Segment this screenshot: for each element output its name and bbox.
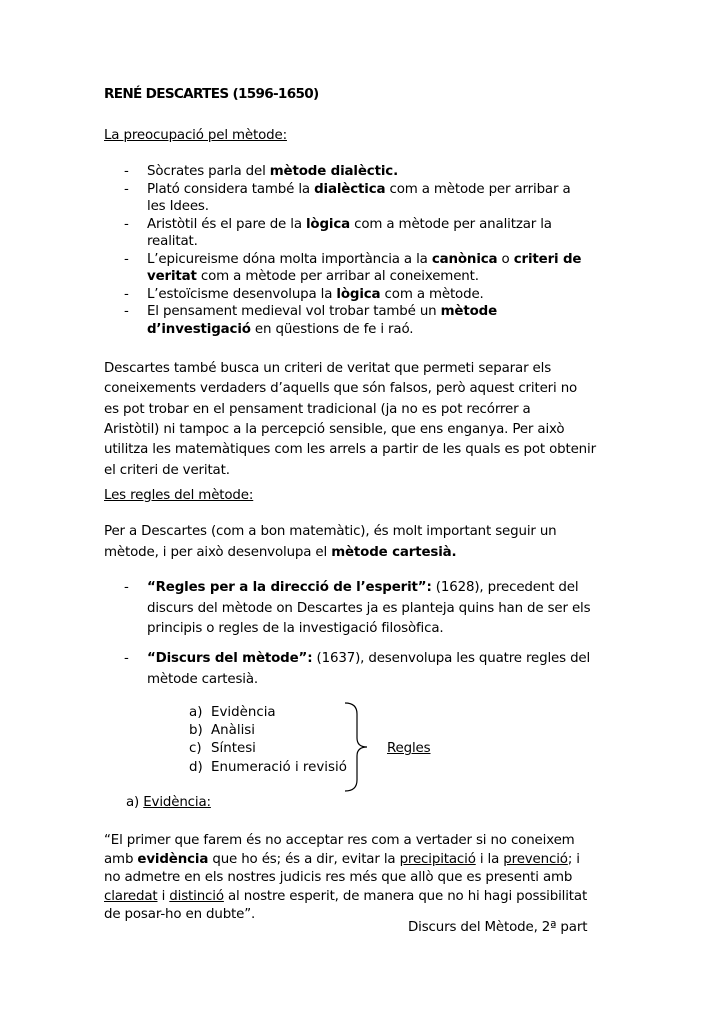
rule-marker: c) <box>189 741 202 757</box>
list-bullet: - <box>124 651 129 666</box>
bold-term: dialèctica <box>314 181 386 197</box>
section-heading-method-concern: La preocupació pel mètode: <box>104 128 287 143</box>
text-run: com a mètode per analitzar la <box>350 216 552 232</box>
rule-label: Síntesi <box>211 741 256 757</box>
list-item-line <box>147 269 479 284</box>
text-run: de posar-ho en dubte”. <box>104 907 256 923</box>
text-run: (1628), precedent del <box>431 580 579 595</box>
work-description-line: mètode cartesià. <box>147 671 259 687</box>
paragraph-line: utilitza les matemàtiques com les arrels a partir de les quals es pot obtenir <box>104 442 596 458</box>
rule-marker: b) <box>189 723 203 739</box>
text-run: El pensament medieval vol trobar també un <box>147 304 441 319</box>
list-item-line <box>147 217 552 232</box>
rule-item <box>189 705 276 720</box>
text-run: amb <box>104 851 138 867</box>
list-item-line <box>147 234 198 249</box>
rule-marker: a) <box>189 705 203 720</box>
evidence-subheading: a) Evidència: <box>126 795 211 810</box>
list-item-line <box>147 287 484 302</box>
rule-item <box>189 741 256 756</box>
rule-label: Evidència <box>211 705 276 720</box>
list-bullet: - <box>124 286 129 302</box>
page-title: RENÉ DESCARTES (1596-1650) <box>104 86 319 102</box>
quote-line <box>104 833 575 848</box>
quote-line <box>104 870 572 885</box>
section-heading-rules: Les regles del mètode: <box>104 488 254 503</box>
list-bullet: - <box>124 216 129 232</box>
list-item-line <box>147 322 413 337</box>
text-run: com a mètode per arribar al coneixement. <box>196 269 479 284</box>
text-run: en qüestions de fe i raó. <box>250 321 414 337</box>
list-item-line <box>147 199 209 214</box>
work-description-line: discurs del mètode on Descartes ja es planteja quins han de ser els <box>147 600 591 616</box>
bold-term: lògica <box>305 216 351 232</box>
underlined-term: distinció <box>169 888 224 904</box>
paragraph-line: Descartes també busca un criteri de veritat que permeti separar els <box>104 361 552 376</box>
bold-term: veritat <box>147 269 197 284</box>
text-run: “El primer que farem és no acceptar res com a vertader si no coneixem <box>104 833 575 848</box>
rules-label: Regles <box>387 741 431 756</box>
text-run: com a mètode. <box>380 286 484 302</box>
paragraph-line: es pot trobar en el pensament tradicional (ja no es pot recórrer a <box>104 401 531 417</box>
list-item-line <box>147 182 571 197</box>
rules-intro-line-2: mètode, i per això desenvolupa el mètode cartesià. <box>104 545 457 560</box>
text-run: Sòcrates parla del <box>147 164 270 179</box>
bold-term: mètode <box>440 304 498 319</box>
rule-item <box>189 760 347 775</box>
bold-term: criteri de <box>513 251 582 267</box>
bold-term: canònica <box>431 251 498 267</box>
text-run: L’epicureisme dóna molta importància a la <box>147 251 432 267</box>
quote-citation: Discurs del Mètode, 2ª part <box>408 920 588 935</box>
text-run: (1637), desenvolupa les quatre regles del <box>312 651 591 666</box>
rule-label: Anàlisi <box>211 723 255 739</box>
paragraph-line: el criteri de veritat. <box>104 462 230 478</box>
text-run: al nostre esperit, de manera que no hi hagi possibilitat <box>223 888 588 904</box>
list-bullet: - <box>124 304 129 319</box>
text-run: Aristòtil és el pare de la <box>147 216 306 232</box>
bold-term: lògica <box>336 286 381 302</box>
text-run: L’estoïcisme desenvolupa la <box>147 286 337 302</box>
text-run: Plató considera també la <box>147 181 315 197</box>
text-run: realitat. <box>147 234 198 249</box>
work-title-line <box>147 651 590 666</box>
bold-term: evidència <box>137 851 209 867</box>
underlined-term: prevenció <box>503 851 568 867</box>
bold-term: mètode dialèctic. <box>269 164 399 179</box>
underlined-term: claredat <box>104 888 158 904</box>
rules-brace <box>343 702 373 792</box>
bold-term: d’investigació <box>147 321 251 337</box>
quote-line <box>104 852 580 867</box>
underlined-term: precipitació <box>399 851 476 867</box>
list-bullet: - <box>124 580 129 595</box>
list-item-line <box>147 164 398 179</box>
quote-line <box>104 907 255 922</box>
list-bullet: - <box>124 251 129 267</box>
text-run: com a mètode per arribar a <box>385 181 571 197</box>
list-item-line <box>147 252 581 267</box>
text-run: que ho és; és a dir, evitar la <box>208 851 400 867</box>
bold-term: “Discurs del mètode”: <box>147 651 313 666</box>
text-run: les Idees. <box>147 199 209 214</box>
list-item-line <box>147 304 497 319</box>
rule-marker: d) <box>189 759 203 775</box>
text-run: ; i <box>567 851 580 867</box>
list-bullet: - <box>124 164 129 179</box>
bold-term: “Regles per a la direcció de l’esperit”: <box>147 580 432 595</box>
rules-intro-line-1: Per a Descartes (com a bon matemàtic), és molt important seguir un <box>104 524 557 539</box>
text-run: o <box>497 251 514 267</box>
paragraph-line: Aristòtil) ni tampoc a la percepció sensible, que ens enganya. Per això <box>104 421 565 437</box>
text-run: no admetre en els nostres judicis res més que allò que es presenti amb <box>104 870 573 886</box>
list-bullet: - <box>124 181 129 197</box>
paragraph-line: coneixements verdaders d’aquells que són falsos, però aquest criteri no <box>104 381 578 397</box>
rule-label: Enumeració i revisió <box>211 759 347 775</box>
text-run: i <box>157 888 170 904</box>
quote-line <box>104 889 587 904</box>
work-title-line <box>147 580 578 595</box>
text-run: i la <box>475 851 504 867</box>
rule-item <box>189 723 255 738</box>
work-description-line: principis o regles de la investigació filosòfica. <box>147 621 444 636</box>
